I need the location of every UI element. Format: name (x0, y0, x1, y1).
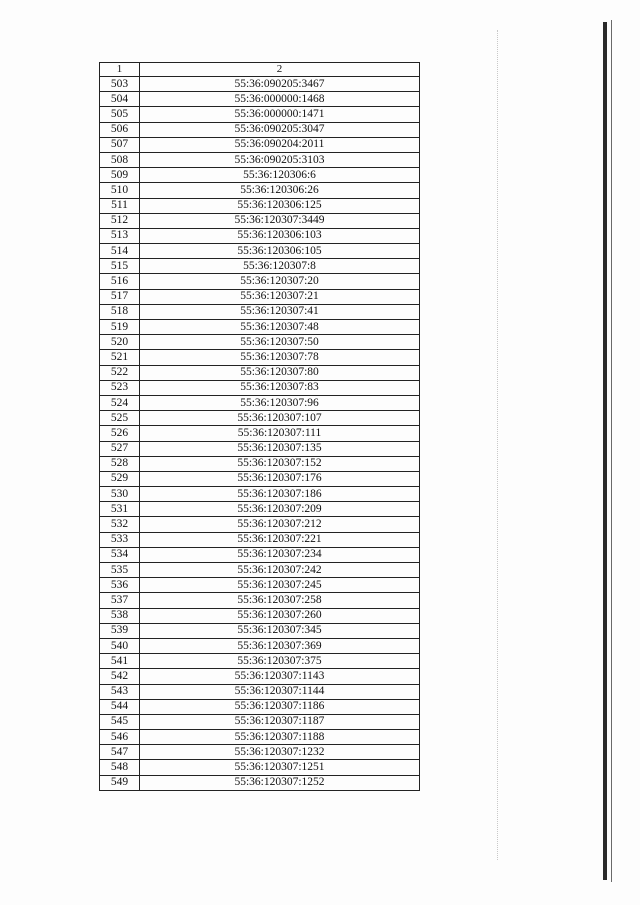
cadastral-number-cell: 55:36:120307:111 (140, 426, 420, 441)
cadastral-number-cell: 55:36:120307:80 (140, 365, 420, 380)
cadastral-number-cell: 55:36:120307:3449 (140, 213, 420, 228)
row-number-cell: 518 (100, 304, 140, 319)
row-number-cell: 515 (100, 259, 140, 274)
table-row (100, 198, 420, 213)
table-body (100, 77, 420, 791)
cadastral-number-cell: 55:36:120307:375 (140, 654, 420, 669)
table-row (100, 441, 420, 456)
cadastral-number-cell: 55:36:120307:245 (140, 578, 420, 593)
cadastral-number-cell: 55:36:120307:1232 (140, 745, 420, 760)
row-number-cell: 506 (100, 122, 140, 137)
row-number-cell: 543 (100, 684, 140, 699)
cadastral-number-cell: 55:36:120307:78 (140, 350, 420, 365)
table-header-row (100, 63, 420, 77)
cadastral-number-cell: 55:36:120307:96 (140, 395, 420, 410)
row-number-cell: 508 (100, 152, 140, 167)
table-row (100, 122, 420, 137)
cadastral-number-cell: 55:36:120307:260 (140, 608, 420, 623)
table-row (100, 638, 420, 653)
row-number-cell: 504 (100, 92, 140, 107)
cadastral-number-cell: 55:36:120307:1252 (140, 775, 420, 790)
row-number-cell: 545 (100, 714, 140, 729)
scan-edge-line-thin (611, 20, 612, 882)
cadastral-number-cell: 55:36:120307:212 (140, 517, 420, 532)
row-number-cell: 520 (100, 335, 140, 350)
table-row (100, 593, 420, 608)
row-number-cell: 534 (100, 547, 140, 562)
table-row (100, 274, 420, 289)
cadastral-number-cell: 55:36:090205:3047 (140, 122, 420, 137)
row-number-cell: 524 (100, 395, 140, 410)
row-number-cell: 503 (100, 77, 140, 92)
cadastral-number-cell: 55:36:120307:41 (140, 304, 420, 319)
table-row (100, 152, 420, 167)
scan-edge-line (603, 22, 607, 880)
row-number-cell: 526 (100, 426, 140, 441)
row-number-cell: 523 (100, 380, 140, 395)
cadastral-number-cell: 55:36:090205:3103 (140, 152, 420, 167)
row-number-cell: 529 (100, 471, 140, 486)
table-row (100, 213, 420, 228)
cadastral-number-cell: 55:36:120307:1143 (140, 669, 420, 684)
cadastral-number-cell: 55:36:000000:1471 (140, 107, 420, 122)
table-row (100, 92, 420, 107)
table-row (100, 714, 420, 729)
table-row (100, 578, 420, 593)
table-row (100, 563, 420, 578)
cadastral-number-cell: 55:36:000000:1468 (140, 92, 420, 107)
row-number-cell: 533 (100, 532, 140, 547)
cadastral-number-cell: 55:36:120307:221 (140, 532, 420, 547)
cadastral-number-cell: 55:36:120306:105 (140, 244, 420, 259)
table-row (100, 745, 420, 760)
cadastral-number-cell: 55:36:120307:209 (140, 502, 420, 517)
row-number-cell: 521 (100, 350, 140, 365)
table-row (100, 411, 420, 426)
table-row (100, 426, 420, 441)
row-number-cell: 512 (100, 213, 140, 228)
row-number-cell: 532 (100, 517, 140, 532)
table-row (100, 760, 420, 775)
row-number-cell: 511 (100, 198, 140, 213)
row-number-cell: 509 (100, 168, 140, 183)
scan-artifact-dots (497, 30, 498, 860)
row-number-cell: 519 (100, 320, 140, 335)
cadastral-number-cell: 55:36:120307:186 (140, 487, 420, 502)
table-row (100, 304, 420, 319)
row-number-cell: 541 (100, 654, 140, 669)
cadastral-number-cell: 55:36:120307:83 (140, 380, 420, 395)
row-number-cell: 537 (100, 593, 140, 608)
cadastral-number-cell: 55:36:120306:103 (140, 228, 420, 243)
cadastral-number-cell: 55:36:120307:135 (140, 441, 420, 456)
cadastral-number-cell: 55:36:120307:1187 (140, 714, 420, 729)
table-row (100, 77, 420, 92)
cadastral-number-cell: 55:36:120307:1188 (140, 730, 420, 745)
column-header-cadastral: 2 (140, 63, 420, 77)
table-row (100, 547, 420, 562)
cadastral-number-cell: 55:36:120307:107 (140, 411, 420, 426)
table-row (100, 471, 420, 486)
table-row (100, 228, 420, 243)
row-number-cell: 531 (100, 502, 140, 517)
cadastral-number-cell: 55:36:120307:258 (140, 593, 420, 608)
row-number-cell: 522 (100, 365, 140, 380)
cadastral-number-cell: 55:36:120307:152 (140, 456, 420, 471)
table-row (100, 775, 420, 790)
cadastral-number-cell: 55:36:120307:242 (140, 563, 420, 578)
row-number-cell: 546 (100, 730, 140, 745)
column-header-number: 1 (100, 63, 140, 77)
table-row (100, 456, 420, 471)
cadastral-number-cell: 55:36:120307:1186 (140, 699, 420, 714)
table-row (100, 320, 420, 335)
cadastral-number-cell: 55:36:090204:2011 (140, 137, 420, 152)
row-number-cell: 535 (100, 563, 140, 578)
row-number-cell: 525 (100, 411, 140, 426)
cadastral-number-cell: 55:36:120306:26 (140, 183, 420, 198)
row-number-cell: 538 (100, 608, 140, 623)
table-row (100, 137, 420, 152)
table-row (100, 107, 420, 122)
cadastral-number-cell: 55:36:120307:50 (140, 335, 420, 350)
table-row (100, 730, 420, 745)
row-number-cell: 530 (100, 487, 140, 502)
table-row (100, 517, 420, 532)
table-row (100, 289, 420, 304)
row-number-cell: 536 (100, 578, 140, 593)
row-number-cell: 505 (100, 107, 140, 122)
table-row (100, 168, 420, 183)
row-number-cell: 514 (100, 244, 140, 259)
cadastral-number-cell: 55:36:120307:1144 (140, 684, 420, 699)
row-number-cell: 540 (100, 638, 140, 653)
table-row (100, 502, 420, 517)
table-row (100, 669, 420, 684)
table-row (100, 699, 420, 714)
table-row (100, 654, 420, 669)
row-number-cell: 548 (100, 760, 140, 775)
cadastral-number-cell: 55:36:090205:3467 (140, 77, 420, 92)
row-number-cell: 547 (100, 745, 140, 760)
cadastral-number-cell: 55:36:120307:20 (140, 274, 420, 289)
cadastral-number-cell: 55:36:120307:1251 (140, 760, 420, 775)
table-row (100, 365, 420, 380)
cadastral-number-cell: 55:36:120307:8 (140, 259, 420, 274)
row-number-cell: 549 (100, 775, 140, 790)
row-number-cell: 510 (100, 183, 140, 198)
table-row (100, 183, 420, 198)
row-number-cell: 513 (100, 228, 140, 243)
cadastral-number-cell: 55:36:120306:6 (140, 168, 420, 183)
table-row (100, 335, 420, 350)
cadastral-number-cell: 55:36:120307:369 (140, 638, 420, 653)
row-number-cell: 539 (100, 623, 140, 638)
table-row (100, 350, 420, 365)
cadastral-number-cell: 55:36:120307:176 (140, 471, 420, 486)
cadastral-number-cell: 55:36:120307:234 (140, 547, 420, 562)
cadastral-number-cell: 55:36:120307:48 (140, 320, 420, 335)
table-row (100, 395, 420, 410)
cadastral-number-cell: 55:36:120307:345 (140, 623, 420, 638)
row-number-cell: 542 (100, 669, 140, 684)
row-number-cell: 517 (100, 289, 140, 304)
table-row (100, 487, 420, 502)
table-row (100, 259, 420, 274)
table-row (100, 380, 420, 395)
table-row (100, 244, 420, 259)
table-row (100, 684, 420, 699)
cadastral-number-cell: 55:36:120307:21 (140, 289, 420, 304)
row-number-cell: 544 (100, 699, 140, 714)
table-row (100, 532, 420, 547)
row-number-cell: 507 (100, 137, 140, 152)
row-number-cell: 527 (100, 441, 140, 456)
cadastral-number-cell: 55:36:120306:125 (140, 198, 420, 213)
row-number-cell: 516 (100, 274, 140, 289)
table-row (100, 623, 420, 638)
cadastral-number-table (99, 62, 420, 791)
row-number-cell: 528 (100, 456, 140, 471)
table-row (100, 608, 420, 623)
